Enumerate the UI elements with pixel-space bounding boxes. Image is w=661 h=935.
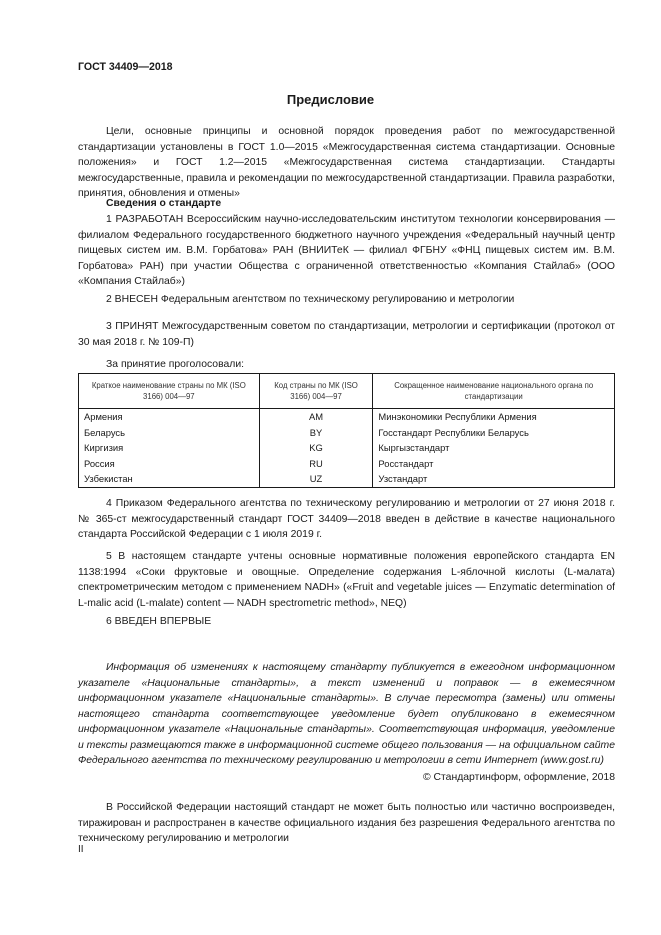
body-cell: Узстандарт (373, 471, 615, 487)
header-country-code: Код страны по МК (ISO 3166) 004—97 (259, 374, 373, 409)
header-national-body: Сокращенное наименование национального органа по стандартизации (373, 374, 615, 409)
code-cell: BY (259, 425, 373, 441)
body-cell: Минэкономики Республики Армения (373, 409, 615, 425)
table-row (79, 409, 615, 425)
vote-caption: За принятие проголосовали: (106, 359, 245, 370)
page-number: II (78, 844, 84, 855)
table-row (79, 471, 615, 487)
votes-table (78, 373, 615, 488)
item-5-en-standard: 5 В настоящем стандарте учтены основные нормативные положения европейского стандарта EN 1138:1994 «Соки фруктовые и овощные. Определение содержания L-яблочной кислоты (L-малата) спектрометрическим методом с применением NADH» («Fruit and vegetable juices — Enzymatic determination of L-malic acid (L-malate) content — NADH spectrometric method», NEQ) (78, 551, 615, 609)
code-cell: KG (259, 440, 373, 456)
reproduction-restriction: В Российской Федерации настоящий стандарт не может быть полностью или частично воспроизведен, тиражирован и распространен в качестве официального издания без разрешения Федерального агентства по техническому регулированию и метрологии (78, 802, 615, 844)
table-row (79, 425, 615, 441)
standard-header: ГОСТ 34409—2018 (78, 61, 173, 73)
item-4-order: 4 Приказом Федерального агентства по техническому регулированию и метрологии от 27 июня 2018 г. № 365-ст межгосударственный стандарт ГОСТ 34409—2018 введен в действие в качестве национального стандарта Российской Федерации с 1 июля 2019 г. (78, 498, 615, 540)
table-row (79, 440, 615, 456)
header-country-name: Краткое наименование страны по МК (ISO 3166) 004—97 (79, 374, 260, 409)
body-cell: Госстандарт Республики Беларусь (373, 425, 615, 441)
body-cell: Росстандарт (373, 456, 615, 472)
copyright-line: © Стандартинформ, оформление, 2018 (422, 772, 615, 783)
table-row (79, 456, 615, 472)
body-cell: Кыргызстандарт (373, 440, 615, 456)
info-heading: Сведения о стандарте (106, 198, 222, 209)
country-cell: Россия (79, 456, 260, 472)
country-cell: Беларусь (79, 425, 260, 441)
table-header-row (79, 374, 615, 409)
item-2-submitted: 2 ВНЕСЕН Федеральным агентством по техническому регулированию и метрологии (106, 294, 515, 305)
intro-paragraph: Цели, основные принципы и основной порядок проведения работ по межгосударственной стандартизации установлены в ГОСТ 1.0—2015 «Межгосударственная система стандартизации. Основные положения» и ГОСТ 1.2—2015 «Межгосударственная система стандартизации. Стандарты межгосударственные, правила и рекомендации по межгосударственной стандартизации. Правила разработки, принятия, обновления и отмены» (78, 126, 615, 199)
country-cell: Узбекистан (79, 471, 260, 487)
item-6-introduced: 6 ВВЕДЕН ВПЕРВЫЕ (106, 616, 212, 627)
page-title: Предисловие (286, 92, 375, 107)
country-cell: Киргизия (79, 440, 260, 456)
code-cell: RU (259, 456, 373, 472)
item-1-developed: 1 РАЗРАБОТАН Всероссийским научно-исследовательским институтом технологии консервирования — филиалом Федерального государственного бюджетного научного учреждения «Федеральный научный центр пищевых систем им. В.М. Горбатова» РАН (ВНИИТеК — филиал ФГБНУ «ФНЦ пищевых систем им. В.М. Горбатова» РАН) при участии Общества с ограниченной ответственностью «Компания Стайлаб» (ООО «Компания Стайлаб») (78, 214, 615, 287)
amendment-notice: Информация об изменениях к настоящему стандарту публикуется в ежегодном информационном указателе «Национальные стандарты», а текст изменений и поправок — в ежемесячном информационном указателе «Национальные стандарты». В случае пересмотра (замены) или отмены настоящего стандарта соответствующее уведомление будет опубликовано в ежемесячном информационном указателе «Национальные стандарты». Соответствующая информация, уведомление и тексты размещаются также в информационной системе общего пользования — на официальном сайте Федерального агентства по техническому регулированию и метрологии в сети Интернет (www.gost.ru) (78, 662, 615, 766)
code-cell: AM (259, 409, 373, 425)
code-cell: UZ (259, 471, 373, 487)
item-3-adopted: 3 ПРИНЯТ Межгосударственным советом по стандартизации, метрологии и сертификации (протокол от 30 мая 2018 г. № 109-П) (78, 321, 615, 348)
country-cell: Армения (79, 409, 260, 425)
